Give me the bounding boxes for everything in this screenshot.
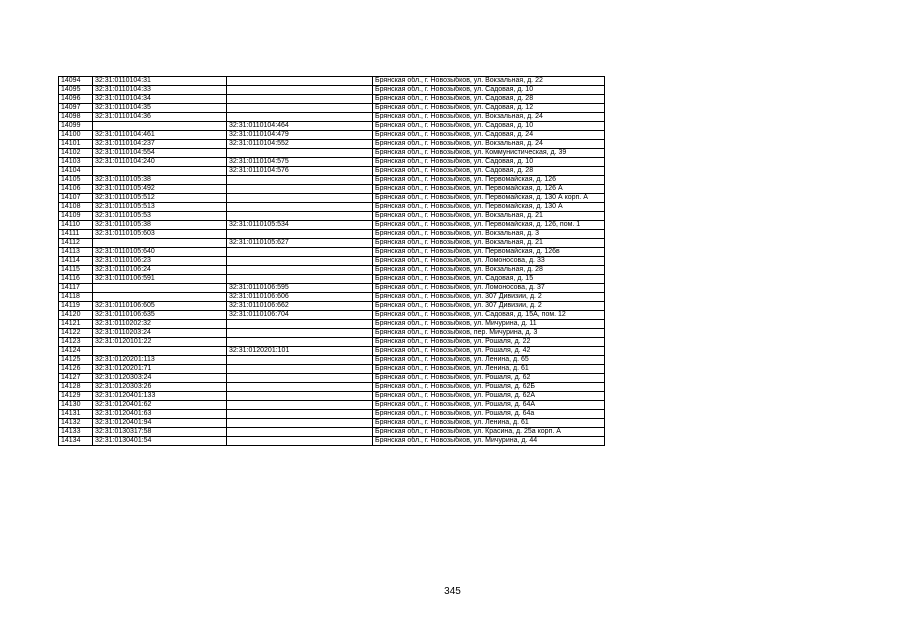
cadastral-number-cell: [93, 293, 227, 302]
table-row: [59, 185, 605, 194]
row-number-cell: 14105: [59, 176, 93, 185]
address-cell: Брянская обл., г. Новозыбков, ул. Садовая, д. 10: [373, 158, 605, 167]
related-cadastral-number-cell: 32:31:0110104:576: [227, 167, 373, 176]
address-cell: Брянская обл., г. Новозыбков, ул. Мичурина, д. 44: [373, 437, 605, 446]
table-row: [59, 338, 605, 347]
row-number-cell: 14127: [59, 374, 93, 383]
cadastral-number-cell: 32:31:0110105:603: [93, 230, 227, 239]
table-row: [59, 428, 605, 437]
address-cell: Брянская обл., г. Новозыбков, ул. Садовая, д. 28: [373, 95, 605, 104]
address-cell: Брянская обл., г. Новозыбков, ул. Первомайская, д. 130 А корп. А: [373, 194, 605, 203]
related-cadastral-number-cell: 32:31:0110104:575: [227, 158, 373, 167]
row-number-cell: 14132: [59, 419, 93, 428]
table-row: [59, 167, 605, 176]
related-cadastral-number-cell: 32:31:0110106:606: [227, 293, 373, 302]
cadastral-number-cell: 32:31:0110104:554: [93, 149, 227, 158]
cadastral-number-cell: 32:31:0120201:113: [93, 356, 227, 365]
cadastral-number-cell: 32:31:0110105:512: [93, 194, 227, 203]
row-number-cell: 14116: [59, 275, 93, 284]
related-cadastral-number-cell: 32:31:0110106:704: [227, 311, 373, 320]
row-number-cell: 14120: [59, 311, 93, 320]
row-number-cell: 14119: [59, 302, 93, 311]
cadastral-number-cell: 32:31:0120303:26: [93, 383, 227, 392]
table-row: [59, 437, 605, 446]
table-row: [59, 104, 605, 113]
address-cell: Брянская обл., г. Новозыбков, ул. Садовая, д. 24: [373, 131, 605, 140]
related-cadastral-number-cell: 32:31:0110105:534: [227, 221, 373, 230]
cadastral-number-cell: 32:31:0110106:24: [93, 266, 227, 275]
table-row: [59, 419, 605, 428]
table-row: [59, 347, 605, 356]
address-cell: Брянская обл., г. Новозыбков, ул. Садовая, д. 28: [373, 167, 605, 176]
related-cadastral-number-cell: [227, 428, 373, 437]
table-row: [59, 329, 605, 338]
related-cadastral-number-cell: [227, 320, 373, 329]
table-row: [59, 257, 605, 266]
row-number-cell: 14103: [59, 158, 93, 167]
table-row: [59, 356, 605, 365]
cadastral-number-cell: 32:31:0110106:605: [93, 302, 227, 311]
related-cadastral-number-cell: [227, 77, 373, 86]
cadastral-number-cell: 32:31:0130317:58: [93, 428, 227, 437]
address-cell: Брянская обл., г. Новозыбков, ул. Рошаля, д. 64А: [373, 401, 605, 410]
related-cadastral-number-cell: [227, 419, 373, 428]
table-row: [59, 230, 605, 239]
cadastral-number-cell: [93, 284, 227, 293]
table-row: [59, 194, 605, 203]
address-cell: Брянская обл., г. Новозыбков, ул. Первомайская, д. 126в: [373, 248, 605, 257]
table-row: [59, 275, 605, 284]
table-body: [59, 77, 605, 446]
address-cell: Брянская обл., г. Новозыбков, ул. Вокзальная, д. 21: [373, 212, 605, 221]
related-cadastral-number-cell: 32:31:0110104:479: [227, 131, 373, 140]
cadastral-number-cell: 32:31:0110104:35: [93, 104, 227, 113]
address-cell: Брянская обл., г. Новозыбков, пер. Мичурина, д. 3: [373, 329, 605, 338]
address-cell: Брянская обл., г. Новозыбков, ул. Ленина, д. 61: [373, 365, 605, 374]
row-number-cell: 14099: [59, 122, 93, 131]
related-cadastral-number-cell: [227, 275, 373, 284]
address-cell: Брянская обл., г. Новозыбков, ул. Вокзальная, д. 3: [373, 230, 605, 239]
related-cadastral-number-cell: [227, 113, 373, 122]
table-row: [59, 302, 605, 311]
cadastral-number-cell: 32:31:0120401:94: [93, 419, 227, 428]
cadastral-number-cell: 32:31:0110105:38: [93, 176, 227, 185]
cadastral-table: [58, 76, 605, 446]
related-cadastral-number-cell: [227, 203, 373, 212]
table-row: [59, 221, 605, 230]
table-row: [59, 266, 605, 275]
cadastral-number-cell: 32:31:0110106:23: [93, 257, 227, 266]
row-number-cell: 14126: [59, 365, 93, 374]
address-cell: Брянская обл., г. Новозыбков, ул. 307 Дивизии, д. 2: [373, 302, 605, 311]
row-number-cell: 14104: [59, 167, 93, 176]
table-row: [59, 311, 605, 320]
related-cadastral-number-cell: [227, 329, 373, 338]
address-cell: Брянская обл., г. Новозыбков, ул. Рошаля, д. 62: [373, 374, 605, 383]
table-row: [59, 149, 605, 158]
related-cadastral-number-cell: [227, 338, 373, 347]
address-cell: Брянская обл., г. Новозыбков, ул. Ломоносова, д. 37: [373, 284, 605, 293]
row-number-cell: 14108: [59, 203, 93, 212]
row-number-cell: 14098: [59, 113, 93, 122]
related-cadastral-number-cell: [227, 401, 373, 410]
row-number-cell: 14097: [59, 104, 93, 113]
row-number-cell: 14102: [59, 149, 93, 158]
table-row: [59, 95, 605, 104]
cadastral-number-cell: 32:31:0120201:71: [93, 365, 227, 374]
row-number-cell: 14101: [59, 140, 93, 149]
related-cadastral-number-cell: 32:31:0110105:627: [227, 239, 373, 248]
address-cell: Брянская обл., г. Новозыбков, ул. Садовая, д. 10: [373, 86, 605, 95]
cadastral-number-cell: 32:31:0110104:240: [93, 158, 227, 167]
cadastral-number-cell: 32:31:0110202:32: [93, 320, 227, 329]
row-number-cell: 14133: [59, 428, 93, 437]
cadastral-number-cell: 32:31:0130401:54: [93, 437, 227, 446]
related-cadastral-number-cell: 32:31:0110104:552: [227, 140, 373, 149]
row-number-cell: 14113: [59, 248, 93, 257]
row-number-cell: 14112: [59, 239, 93, 248]
table-row: [59, 401, 605, 410]
table-row: [59, 140, 605, 149]
related-cadastral-number-cell: [227, 248, 373, 257]
cadastral-number-cell: 32:31:0110104:34: [93, 95, 227, 104]
cadastral-number-cell: 32:31:0110106:591: [93, 275, 227, 284]
cadastral-number-cell: 32:31:0110104:461: [93, 131, 227, 140]
row-number-cell: 14115: [59, 266, 93, 275]
cadastral-number-cell: 32:31:0110105:492: [93, 185, 227, 194]
related-cadastral-number-cell: [227, 95, 373, 104]
related-cadastral-number-cell: [227, 392, 373, 401]
row-number-cell: 14128: [59, 383, 93, 392]
address-cell: Брянская обл., г. Новозыбков, ул. Мичурина, д. 11: [373, 320, 605, 329]
address-cell: Брянская обл., г. Новозыбков, ул. Вокзальная, д. 24: [373, 113, 605, 122]
page-number: 345: [444, 586, 461, 597]
row-number-cell: 14117: [59, 284, 93, 293]
cadastral-number-cell: 32:31:0110104:31: [93, 77, 227, 86]
address-cell: Брянская обл., г. Новозыбков, ул. Первомайская, д. 126, пом. 1: [373, 221, 605, 230]
table-row: [59, 365, 605, 374]
row-number-cell: 14114: [59, 257, 93, 266]
related-cadastral-number-cell: [227, 437, 373, 446]
cadastral-number-cell: 32:31:0110104:237: [93, 140, 227, 149]
address-cell: Брянская обл., г. Новозыбков, ул. Рошаля, д. 22: [373, 338, 605, 347]
row-number-cell: 14130: [59, 401, 93, 410]
cadastral-number-cell: 32:31:0110203:24: [93, 329, 227, 338]
address-cell: Брянская обл., г. Новозыбков, ул. Садовая, д. 15: [373, 275, 605, 284]
table-row: [59, 410, 605, 419]
related-cadastral-number-cell: 32:31:0110104:464: [227, 122, 373, 131]
row-number-cell: 14094: [59, 77, 93, 86]
table-row: [59, 248, 605, 257]
cadastral-number-cell: 32:31:0120401:133: [93, 392, 227, 401]
related-cadastral-number-cell: 32:31:0110106:595: [227, 284, 373, 293]
table-row: [59, 383, 605, 392]
cadastral-number-cell: 32:31:0110104:33: [93, 86, 227, 95]
row-number-cell: 14121: [59, 320, 93, 329]
row-number-cell: 14129: [59, 392, 93, 401]
table-row: [59, 203, 605, 212]
related-cadastral-number-cell: [227, 86, 373, 95]
table-row: [59, 284, 605, 293]
table-row: [59, 158, 605, 167]
address-cell: Брянская обл., г. Новозыбков, ул. Вокзальная, д. 22: [373, 77, 605, 86]
table-row: [59, 131, 605, 140]
address-cell: Брянская обл., г. Новозыбков, ул. Ленина, д. 65: [373, 356, 605, 365]
table-row: [59, 293, 605, 302]
related-cadastral-number-cell: [227, 266, 373, 275]
row-number-cell: 14107: [59, 194, 93, 203]
table-row: [59, 239, 605, 248]
address-cell: Брянская обл., г. Новозыбков, ул. Ленина, д. 61: [373, 419, 605, 428]
related-cadastral-number-cell: [227, 383, 373, 392]
row-number-cell: 14123: [59, 338, 93, 347]
cadastral-number-cell: 32:31:0120401:63: [93, 410, 227, 419]
cadastral-number-cell: [93, 347, 227, 356]
address-cell: Брянская обл., г. Новозыбков, ул. Рошаля, д. 62А: [373, 392, 605, 401]
related-cadastral-number-cell: [227, 104, 373, 113]
address-cell: Брянская обл., г. Новозыбков, ул. Садовая, д. 12: [373, 104, 605, 113]
address-cell: Брянская обл., г. Новозыбков, ул. Вокзальная, д. 21: [373, 239, 605, 248]
related-cadastral-number-cell: [227, 212, 373, 221]
cadastral-number-cell: 32:31:0110104:36: [93, 113, 227, 122]
cadastral-number-cell: 32:31:0110105:640: [93, 248, 227, 257]
address-cell: Брянская обл., г. Новозыбков, ул. Коммунистическая, д. 39: [373, 149, 605, 158]
address-cell: Брянская обл., г. Новозыбков, ул. Первомайская, д. 126 А: [373, 185, 605, 194]
related-cadastral-number-cell: [227, 185, 373, 194]
related-cadastral-number-cell: [227, 257, 373, 266]
table-row: [59, 374, 605, 383]
row-number-cell: 14106: [59, 185, 93, 194]
address-cell: Брянская обл., г. Новозыбков, ул. Первомайская, д. 126: [373, 176, 605, 185]
cadastral-number-cell: 32:31:0120303:24: [93, 374, 227, 383]
table-row: [59, 77, 605, 86]
row-number-cell: 14124: [59, 347, 93, 356]
row-number-cell: 14134: [59, 437, 93, 446]
related-cadastral-number-cell: [227, 410, 373, 419]
cadastral-number-cell: 32:31:0120401:62: [93, 401, 227, 410]
row-number-cell: 14095: [59, 86, 93, 95]
address-cell: Брянская обл., г. Новозыбков, ул. Вокзальная, д. 24: [373, 140, 605, 149]
related-cadastral-number-cell: [227, 356, 373, 365]
table-row: [59, 212, 605, 221]
address-cell: Брянская обл., г. Новозыбков, ул. Рошаля, д. 42: [373, 347, 605, 356]
related-cadastral-number-cell: 32:31:0110106:662: [227, 302, 373, 311]
address-cell: Брянская обл., г. Новозыбков, ул. Садовая, д. 15А, пом. 12: [373, 311, 605, 320]
related-cadastral-number-cell: 32:31:0120201:101: [227, 347, 373, 356]
cadastral-number-cell: [93, 167, 227, 176]
address-cell: Брянская обл., г. Новозыбков, ул. Красина, д. 25а корп. А: [373, 428, 605, 437]
table-row: [59, 176, 605, 185]
related-cadastral-number-cell: [227, 149, 373, 158]
address-cell: Брянская обл., г. Новозыбков, ул. Первомайская, д. 130 А: [373, 203, 605, 212]
related-cadastral-number-cell: [227, 230, 373, 239]
address-cell: Брянская обл., г. Новозыбков, ул. Садовая, д. 10: [373, 122, 605, 131]
cadastral-number-cell: 32:31:0110105:38: [93, 221, 227, 230]
row-number-cell: 14122: [59, 329, 93, 338]
table-row: [59, 320, 605, 329]
related-cadastral-number-cell: [227, 365, 373, 374]
address-cell: Брянская обл., г. Новозыбков, ул. Рошаля, д. 64а: [373, 410, 605, 419]
row-number-cell: 14111: [59, 230, 93, 239]
row-number-cell: 14110: [59, 221, 93, 230]
row-number-cell: 14125: [59, 356, 93, 365]
row-number-cell: 14109: [59, 212, 93, 221]
address-cell: Брянская обл., г. Новозыбков, ул. Рошаля, д. 62Б: [373, 383, 605, 392]
related-cadastral-number-cell: [227, 176, 373, 185]
address-cell: Брянская обл., г. Новозыбков, ул. Вокзальная, д. 28: [373, 266, 605, 275]
row-number-cell: 14118: [59, 293, 93, 302]
row-number-cell: 14096: [59, 95, 93, 104]
row-number-cell: 14131: [59, 410, 93, 419]
related-cadastral-number-cell: [227, 194, 373, 203]
table-row: [59, 86, 605, 95]
address-cell: Брянская обл., г. Новозыбков, ул. 307 Дивизии, д. 2: [373, 293, 605, 302]
related-cadastral-number-cell: [227, 374, 373, 383]
table-row: [59, 392, 605, 401]
row-number-cell: 14100: [59, 131, 93, 140]
address-cell: Брянская обл., г. Новозыбков, ул. Ломоносова, д. 33: [373, 257, 605, 266]
table-row: [59, 113, 605, 122]
cadastral-number-cell: [93, 122, 227, 131]
table-row: [59, 122, 605, 131]
cadastral-number-cell: 32:31:0110105:53: [93, 212, 227, 221]
cadastral-number-cell: 32:31:0110105:513: [93, 203, 227, 212]
cadastral-number-cell: [93, 239, 227, 248]
cadastral-number-cell: 32:31:0110106:635: [93, 311, 227, 320]
cadastral-number-cell: 32:31:0120101:22: [93, 338, 227, 347]
